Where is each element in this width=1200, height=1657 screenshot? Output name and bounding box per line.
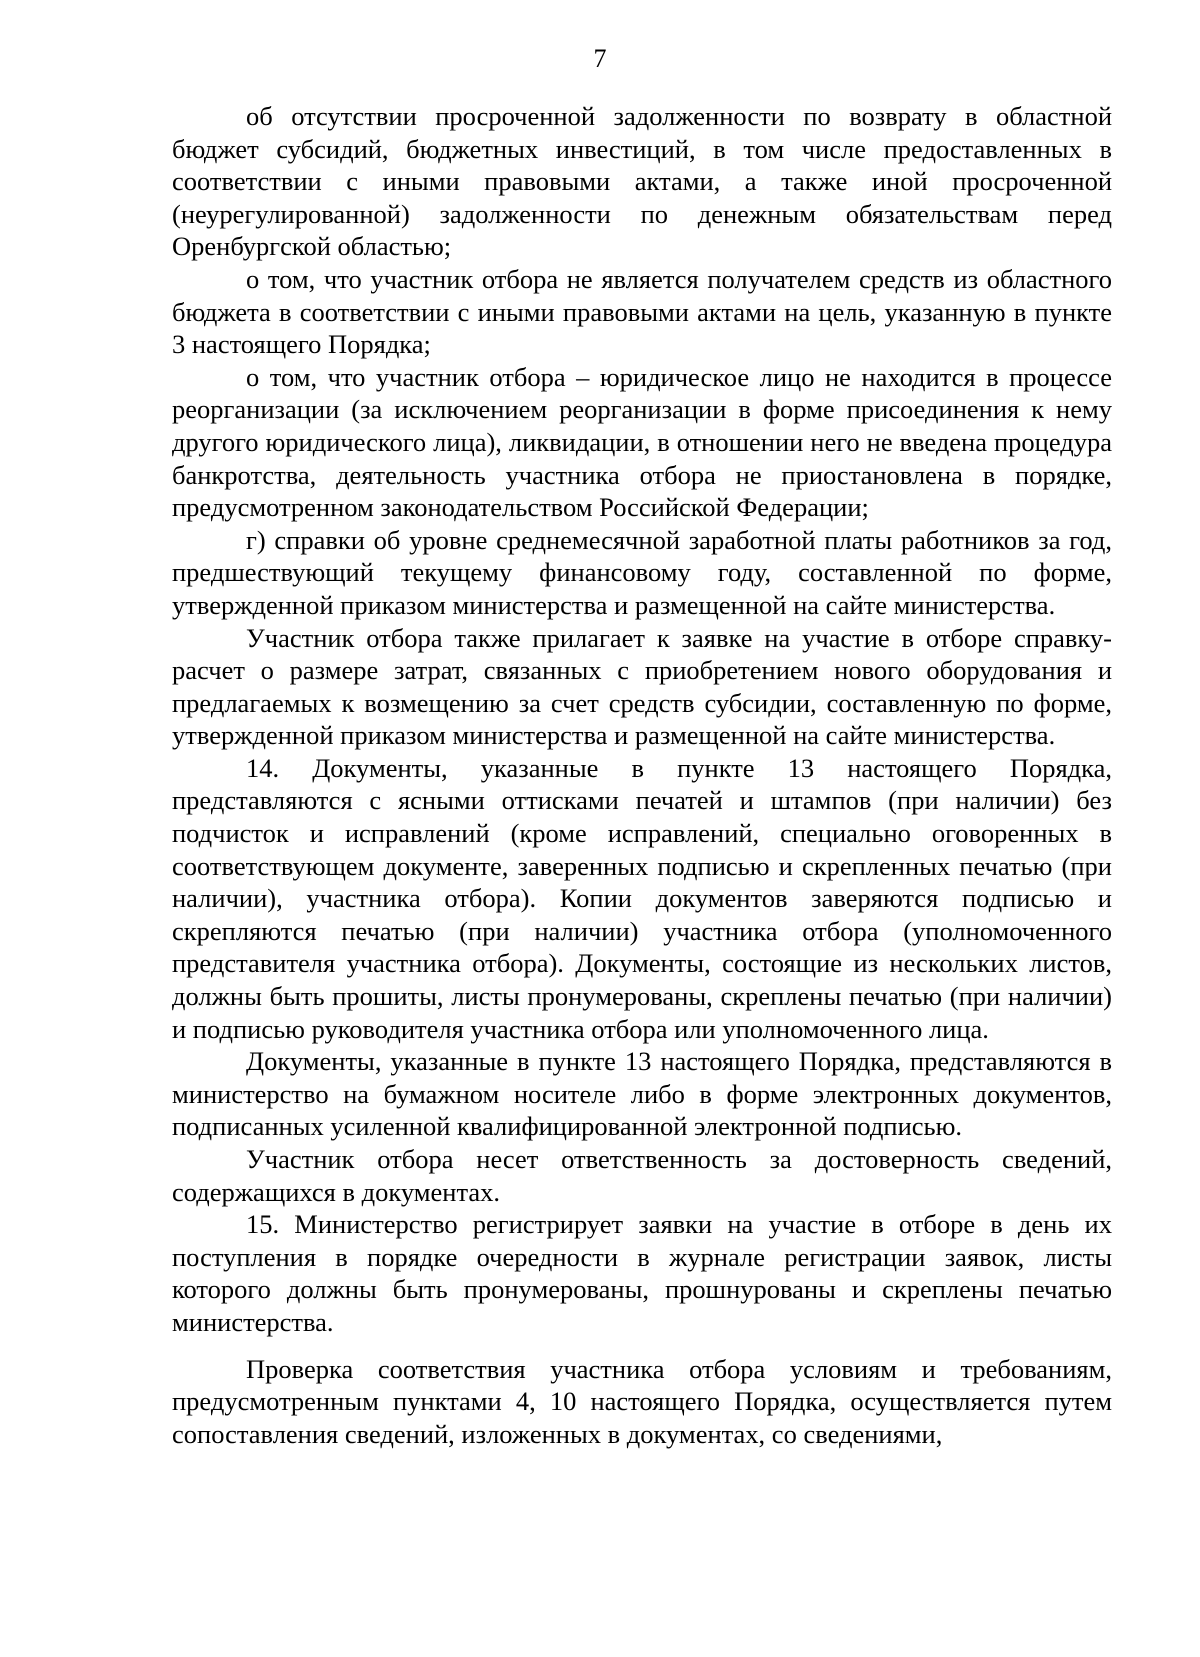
paragraph-2: о том, что участник отбора не является получателем средств из областного бюджета в соответствии с иными правовыми актами на цель, указанную в пункте 3 настоящего Порядка; bbox=[172, 263, 1112, 360]
paragraph-8: Участник отбора несет ответственность за достоверность сведений, содержащихся в документах. bbox=[172, 1144, 1112, 1207]
paragraph-6-item-14: 14. Документы, указанные в пункте 13 настоящего Порядка, представляются с ясными оттисками печатей и штампов (при наличии) без подчисток и исправлений (кроме исправлений, специально оговоренных в соответствующем документе, заверенных подписью и скрепленных печатью (при наличии), участника отбора). Копии документов заверяются подписью и скрепляются печатью (при наличии) участника отбора (уполномоченного представителя участника отбора). Документы, состоящие из нескольких листов, должны быть прошиты, листы пронумерованы, скреплены печатью (при наличии) и подписью руководителя участника отбора или уполномоченного лица. bbox=[172, 752, 1112, 1044]
paragraph-10: Проверка соответствия участника отбора условиям и требованиям, предусмотренным пунктами 4, 10 настоящего Порядка, осуществляется путем сопоставления сведений, изложенных в документах, со сведениями, bbox=[172, 1353, 1112, 1449]
paragraph-4: г) справки об уровне среднемесячной заработной платы работников за год, предшествующий текущему финансовому году, составленной по форме, утвержденной приказом министерства и размещенной на сайте министерства. bbox=[172, 524, 1112, 620]
paragraph-7: Документы, указанные в пункте 13 настоящего Порядка, представляются в министерство на бумажном носителе либо в форме электронных документов, подписанных усиленной квалифицированной электронной подписью. bbox=[172, 1046, 1112, 1142]
paragraph-5: Участник отбора также прилагает к заявке на участие в отборе справку-расчет о размере затрат, связанных с приобретением нового оборудования и предлагаемых к возмещению за счет средств субсидии, составленную по форме, утвержденной приказом министерства и размещенной на сайте министерства. bbox=[172, 622, 1112, 751]
paragraph-9-item-15: 15. Министерство регистрирует заявки на участие в отборе в день их поступления в порядке очередности в журнале регистрации заявок, листы которого должны быть пронумерованы, прошнурованы и скреплены печатью министерства. bbox=[172, 1209, 1112, 1337]
page-number: 7 bbox=[593, 44, 607, 73]
paragraph-3: о том, что участник отбора – юридическое лицо не находится в процессе реорганизации (за исключением реорганизации в форме присоединения к нему другого юридического лица), ликвидации, в отношении него не введена процедура банкротства, деятельность участника отбора не приостановлена в порядке, предусмотренном законодательством Российской Федерации; bbox=[172, 361, 1112, 523]
document-body bbox=[172, 100, 1112, 1450]
paragraph-1-continuation: об отсутствии просроченной задолженности по возврату в областной бюджет субсидий, бюджетных инвестиций, в том числе предоставленных в соответствии с иными правовыми актами, а также иной просроченной (неурегулированной) задолженности по денежным обязательствам перед Оренбургской областью; bbox=[172, 101, 1112, 262]
